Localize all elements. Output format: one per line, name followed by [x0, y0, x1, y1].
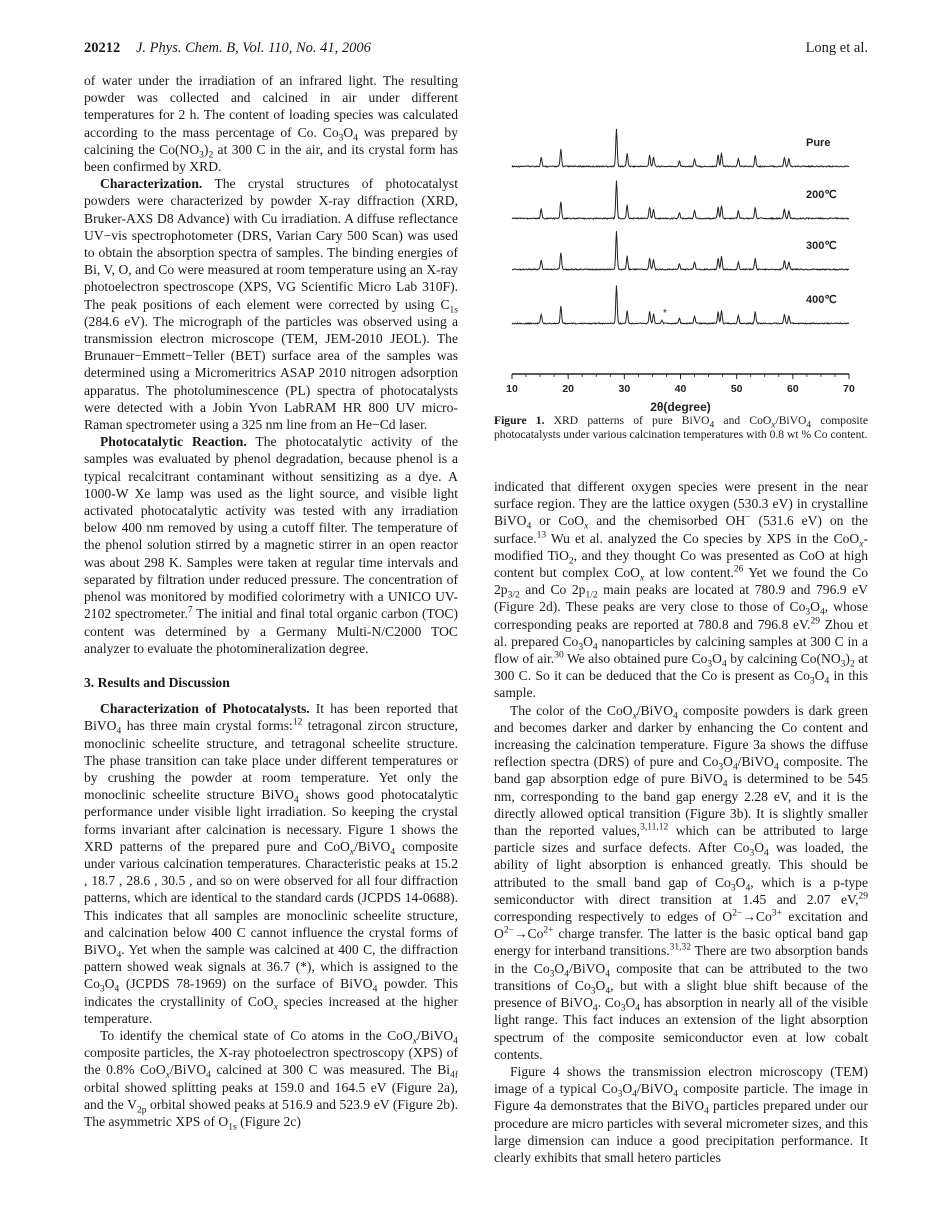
journal-citation: J. Phys. Chem. B, Vol. 110, No. 41, 2006 — [136, 40, 371, 56]
x-tick-label: 20 — [562, 383, 575, 395]
paragraph: Characterization. The crystal structures of photocatalyst powders were characterized by powder X-ray diffraction (XRD, Bruker-AXS D8 Advance) with Cu irradiation. A diffuse reflectance UV−vis spectrophotometer (DRS, Varian Cary 500 Scan) was used to obtain the absorption spectra of samples. The binding energies of Bi, V, O, and Co were measured at room temperature using an X-ray photoelectron spectroscope (XPS, VG Scientific Micro Lab 310F). The peak positions of each element were corrected by using $C_{1s}$ (284.6 eV). The micrograph of the particles was observed using a transmission electron microscope (TEM, JEM-2010 JEOL). The Brunauer−Emmett−Teller (BET) surface area of the samples was determined using a Micromeritrics ASAP 2010 nitrogen adsorption apparatus. The photoluminescence (PL) spectra of photocatalysts were detected with a Jobin Yvon LabRAM HR 800 UV micro-Raman spectrometer using a 325 nm line from an He−Cd laser. — [84, 176, 458, 433]
running-header — [84, 40, 868, 60]
annotation-star: * — [662, 308, 667, 319]
x-tick-label: 30 — [618, 383, 631, 395]
caption-label: Figure 1. — [494, 414, 545, 427]
left-column — [84, 72, 459, 1133]
x-tick-label: 60 — [786, 383, 799, 395]
run-in-heading: Characterization of Photocatalysts. — [100, 701, 310, 717]
xrd-series-line — [512, 129, 849, 167]
series-label: 200℃ — [806, 189, 837, 201]
xrd-series-line — [512, 231, 849, 270]
run-in-heading: Characterization. — [100, 176, 203, 192]
xrd-series-line — [512, 285, 849, 324]
paragraph: Photocatalytic Reaction. The photocatalytic activity of the samples was evaluated by phenol degradation, because phenol is a typical recalcitrant contaminant without sensitizing as a dye. A 1000-W Xe lamp was used as the light source, and visible light activated photocatalytic activity was tested with any irradiation below 400 nm removed by using a cutoff filter. The temperature of the phenol solution stirred by a magnetic stirrer in an open reactor was about 298 K. Samples were taken at regular time intervals and separated by filtration under reduced pressure. The concentration of phenol was monitored by modified colorimetry with a UNICO UV-2102 spectrometer.$^7$ The initial and final total organic carbon (TOC) content was determined by a Germany Multi-N/C2000 TOC analyzer to evaluate the photomineralization degree. — [84, 434, 458, 656]
running-authors: Long et al. — [805, 40, 868, 56]
x-tick-label: 50 — [730, 383, 743, 395]
series-label: Pure — [806, 137, 831, 149]
paragraph: To identify the chemical state of Co atoms in the CoO$_x$/BiVO$_4$ composite particles, the X-ray photoelectron spectroscopy (XPS) of the 0.8% CoO$_x$/BiVO$_4$ calcined at 300 C was measured. The $Bi_{4f}$ orbital showed splitting peaks at 159.0 and 164.5 eV (Figure 2a), and the $V_{2p}$ orbital showed peaks at 516.9 and 523.9 eV (Figure 2b). The asymmetric XPS of $O_{1s}$ (Figure 2c) — [84, 1027, 458, 1133]
right-column — [494, 478, 868, 1166]
series-label: 400℃ — [806, 294, 837, 306]
run-in-heading: Photocatalytic Reaction. — [100, 434, 247, 450]
page-number: 20212 — [84, 40, 121, 56]
paragraph: The color of the CoO$_x$/BiVO$_4$ composite powders is dark green and becomes darker and darker by enhancing the Co content and increasing the calcination temperature. Figure 3a shows the diffuse reflection spectra (DRS) of pure and $Co_3O_4/BiVO_4$ composite. The band gap absorption edge of pure BiVO$_4$ is determined to be 545 nm, corresponding to the band gap energy 2.28 eV, and it is the directly allowed optical transition (Figure 3b). It is slightly smaller than the reported values,$^{3,11,12}$ which can be attributed to large particle sizes and surface defects. After $Co_3O_4$ was loaded, the ability of light absorption is enhanced greatly. This should be attributed to the small band gap of $Co_3O_4$, which is a p-type semiconductor with direct transition at 1.45 and 2.07 eV,$^{29}$ corresponding respectively to edges of $O^{2-}\to Co^{3+}$ excitation and $O^{2-}\to Co^{2+}$ charge transfer. The latter is the basic optical band gap energy for interband transitions.$^{31,32}$ There are two absorption bands in the $Co_3O_4/BiVO_4$ composite that can be attributed to the two transitions of $Co_3O_4$, but with a slight blue shift because of the presence of BiVO$_4$. $Co_3O_4$ has absorption in nearly all of the visible light range. This fact induces an extension of the light absorption spectrum of the composite semiconductor even at low cobalt contents. — [494, 702, 869, 1062]
paragraph: indicated that different oxygen species were present in the near surface region. They are the lattice oxygen (530.3 eV) in crystalline BiVO$_4$ or CoO$_x$ and the chemisorbed OH− (531.6 eV) on the surface.$^{13}$ Wu et al. analyzed the Co species by XPS in the CoO$_x$-modified TiO$_2$, and they thought Co was presented as CoO at high content but complex CoO$_x$ at low content.$^{26}$ Yet we found the Co $2p_{3/2}$ and Co $2p_{1/2}$ main peaks are located at 780.9 and 796.9 eV (Figure 2d). These peaks are very close to those of $Co_3O_4$, whose corresponding peaks are reported at 780.8 and 796.8 eV.$^{29}$ Zhou et al. prepared $Co_3O_4$ nanoparticles by calcining samples at 300 C in a flow of air.$^{30}$ We also obtained pure $Co_3O_4$ by calcining $Co(NO_3)_2$ at 300 C. So it can be deduced that the Co is present as $Co_3O_4$ in this sample. — [494, 479, 869, 701]
paragraph: Characterization of Photocatalysts. It has been reported that BiVO$_4$ has three main crystal forms:$^{12}$ tetragonal zircon structure, monoclinic scheelite structure, and tetragonal scheelite structure. The phase transition can take place under different temperatures or by crushing the powder at room temperature. Yet only the monoclinic scheelite structure BiVO$_4$ shows good photocatalytic performance under visible light irradiation. So keeping the crystal forms invariant after calcination is necessary. Figure 1 shows the XRD patterns of the prepared pure and CoO$_x$/BiVO$_4$ composite under various calcination temperatures. Characteristic peaks at 15.2 , 18.7 , 28.6 , 30.5 , and so on were observed for all four diffraction patterns, which are identical to the standard cards (JCPDS 14-0688). This indicates that all samples are monoclinic scheelite structure, and calcination below 400 C cannot influence the crystal forms of BiVO$_4$. Yet when the sample was calcined at 400 C, the diffraction pattern showed weak signals at 36.7 (*), which is assigned to the $Co_3O_4$ (JCPDS 78-1969) on the surface of BiVO$_4$ powder. This indicates the crystallinity of CoO$_x$ species increased at the higher temperature. — [84, 701, 459, 1026]
paragraph: Figure 4 shows the transmission electron microscopy (TEM) image of a typical $Co_3O_4/BiVO_4$ composite particle. The image in Figure 4a demonstrates that the BiVO$_4$ particles prepared under our procedure are micro particles with several micrometer sizes, and this large dimension can induce a good precipitation performance. It clearly exhibits that small hetero particles — [494, 1063, 868, 1165]
series-label: 300℃ — [806, 240, 837, 252]
x-tick-label: 70 — [843, 383, 855, 395]
x-tick-label: 40 — [674, 383, 687, 395]
x-axis-label: 2θ(degree) — [650, 400, 711, 414]
figure-caption: Figure 1. XRD patterns of pure BiVO$_4$ and CoO$_x$/BiVO$_4$ composite photocatalysts under various calcination temperatures with 0.8 wt % Co content. — [494, 414, 868, 441]
figure-1-xrd-chart — [494, 124, 868, 416]
xrd-chart-svg — [494, 124, 868, 414]
x-tick-label: 10 — [506, 383, 518, 395]
paragraph: of water under the irradiation of an infrared light. The resulting powder was collected and calcined in air under different temperatures for 2 h. The content of loading species was calculated according to the mass percentage of Co. $Co_3O_4$ was prepared by calcining the $Co(NO_3)_2$ at 300 C in the air, and its crystal form has been confirmed by XRD. — [84, 73, 458, 175]
section-heading: 3. Results and Discussion — [84, 674, 230, 690]
xrd-series-line — [512, 181, 849, 219]
